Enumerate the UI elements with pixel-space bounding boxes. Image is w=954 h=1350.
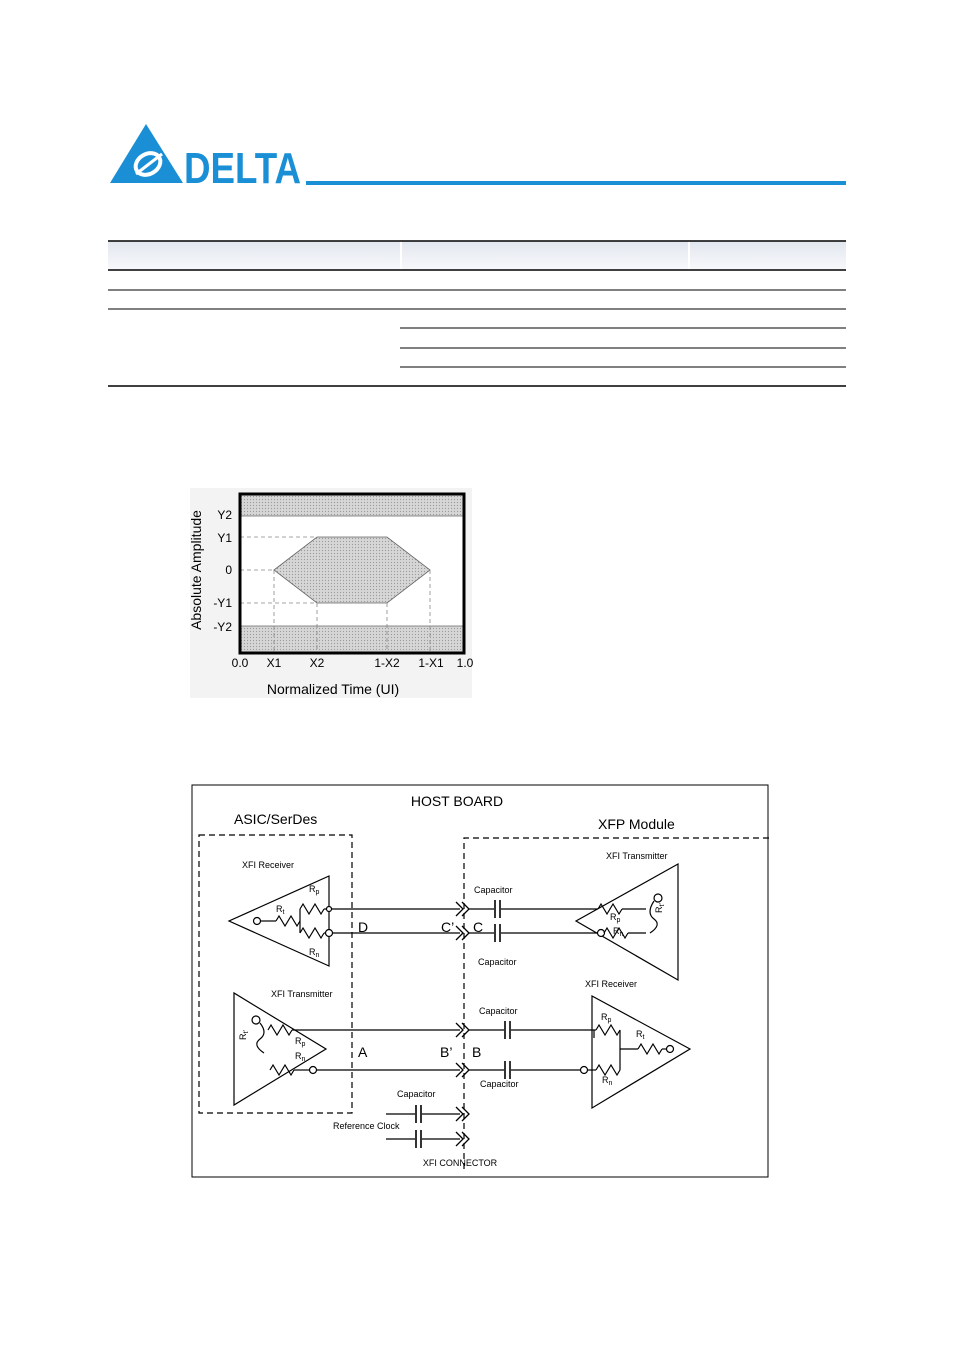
- capacitor-label: Capacitor: [480, 1079, 519, 1089]
- x-tick-label: X1: [266, 656, 282, 670]
- upper-mask-region: [240, 494, 464, 516]
- rp-label: $R_p$: [610, 912, 621, 924]
- y-tick-label: Y2: [217, 508, 232, 522]
- xfp-receiver-label: XFI Receiver: [585, 979, 638, 989]
- x-axis-title: Normalized Time (UI): [266, 681, 400, 697]
- rt-label: $R_t$: [636, 1029, 645, 1041]
- capacitor-label: Capacitor: [478, 957, 517, 967]
- y-axis-title: Absolute Amplitude: [188, 510, 204, 630]
- y-tick-label: 0: [225, 563, 232, 577]
- host-board-label: HOST BOARD: [410, 793, 504, 809]
- rt-label: $R_t$: [276, 904, 285, 916]
- x-tick-label: 1-X1: [418, 656, 444, 670]
- rp-label: $R_p$: [295, 1036, 306, 1048]
- capacitor-label: Capacitor: [397, 1089, 436, 1099]
- point-b-prime-label: B’: [440, 1044, 453, 1060]
- y-tick-label: -Y1: [213, 596, 232, 610]
- rn-label: $R_n$: [602, 1075, 613, 1087]
- asic-receiver-label: XFI Receiver: [242, 860, 295, 870]
- xfi-connector-label: XFI CONNECTOR: [422, 1158, 498, 1168]
- asic-serdes-label: ASIC/SerDes: [234, 811, 318, 827]
- reference-clock-label: Reference Clock: [333, 1121, 400, 1131]
- rp-label: $R_p$: [601, 1012, 612, 1024]
- rp-label: $R_p$: [309, 884, 320, 896]
- x-tick-label: 1.0: [456, 656, 474, 670]
- point-c-label: C: [473, 919, 484, 935]
- rn-label: $R_n$: [309, 947, 320, 959]
- capacitor-label: Capacitor: [474, 885, 513, 895]
- rt-prime-label: $R_{t'}$: [654, 903, 666, 913]
- x-tick-label: 1-X2: [374, 656, 400, 670]
- capacitor-label: Capacitor: [479, 1006, 518, 1016]
- spec-table: [100, 232, 860, 402]
- point-a-label: A: [358, 1044, 368, 1060]
- xfp-transmitter-label: XFI Transmitter: [606, 851, 668, 861]
- xfi-block-diagram: [186, 780, 776, 1186]
- host-board-frame: [192, 785, 768, 1177]
- point-d-label: D: [358, 919, 369, 935]
- xfp-module-label: XFP Module: [598, 816, 675, 832]
- x-tick-label: 0.0: [231, 656, 249, 670]
- brand-wordmark: DELTA: [184, 144, 301, 193]
- point-c-prime-label: C’: [441, 919, 455, 935]
- rn-label: $R_n$: [295, 1051, 306, 1063]
- x-tick-label: X2: [309, 656, 325, 670]
- point-b-label: B: [472, 1044, 482, 1060]
- y-tick-label: Y1: [217, 531, 232, 545]
- rn-label: $R_n$: [613, 926, 624, 938]
- delta-logo: [108, 122, 308, 193]
- table-header-row: [108, 241, 846, 269]
- y-tick-label: -Y2: [213, 620, 232, 634]
- eye-mask-figure: [180, 486, 480, 706]
- header-rule: [306, 181, 846, 185]
- asic-transmitter-label: XFI Transmitter: [271, 989, 333, 999]
- rt-prime-label: $R_{t'}$: [238, 1030, 250, 1040]
